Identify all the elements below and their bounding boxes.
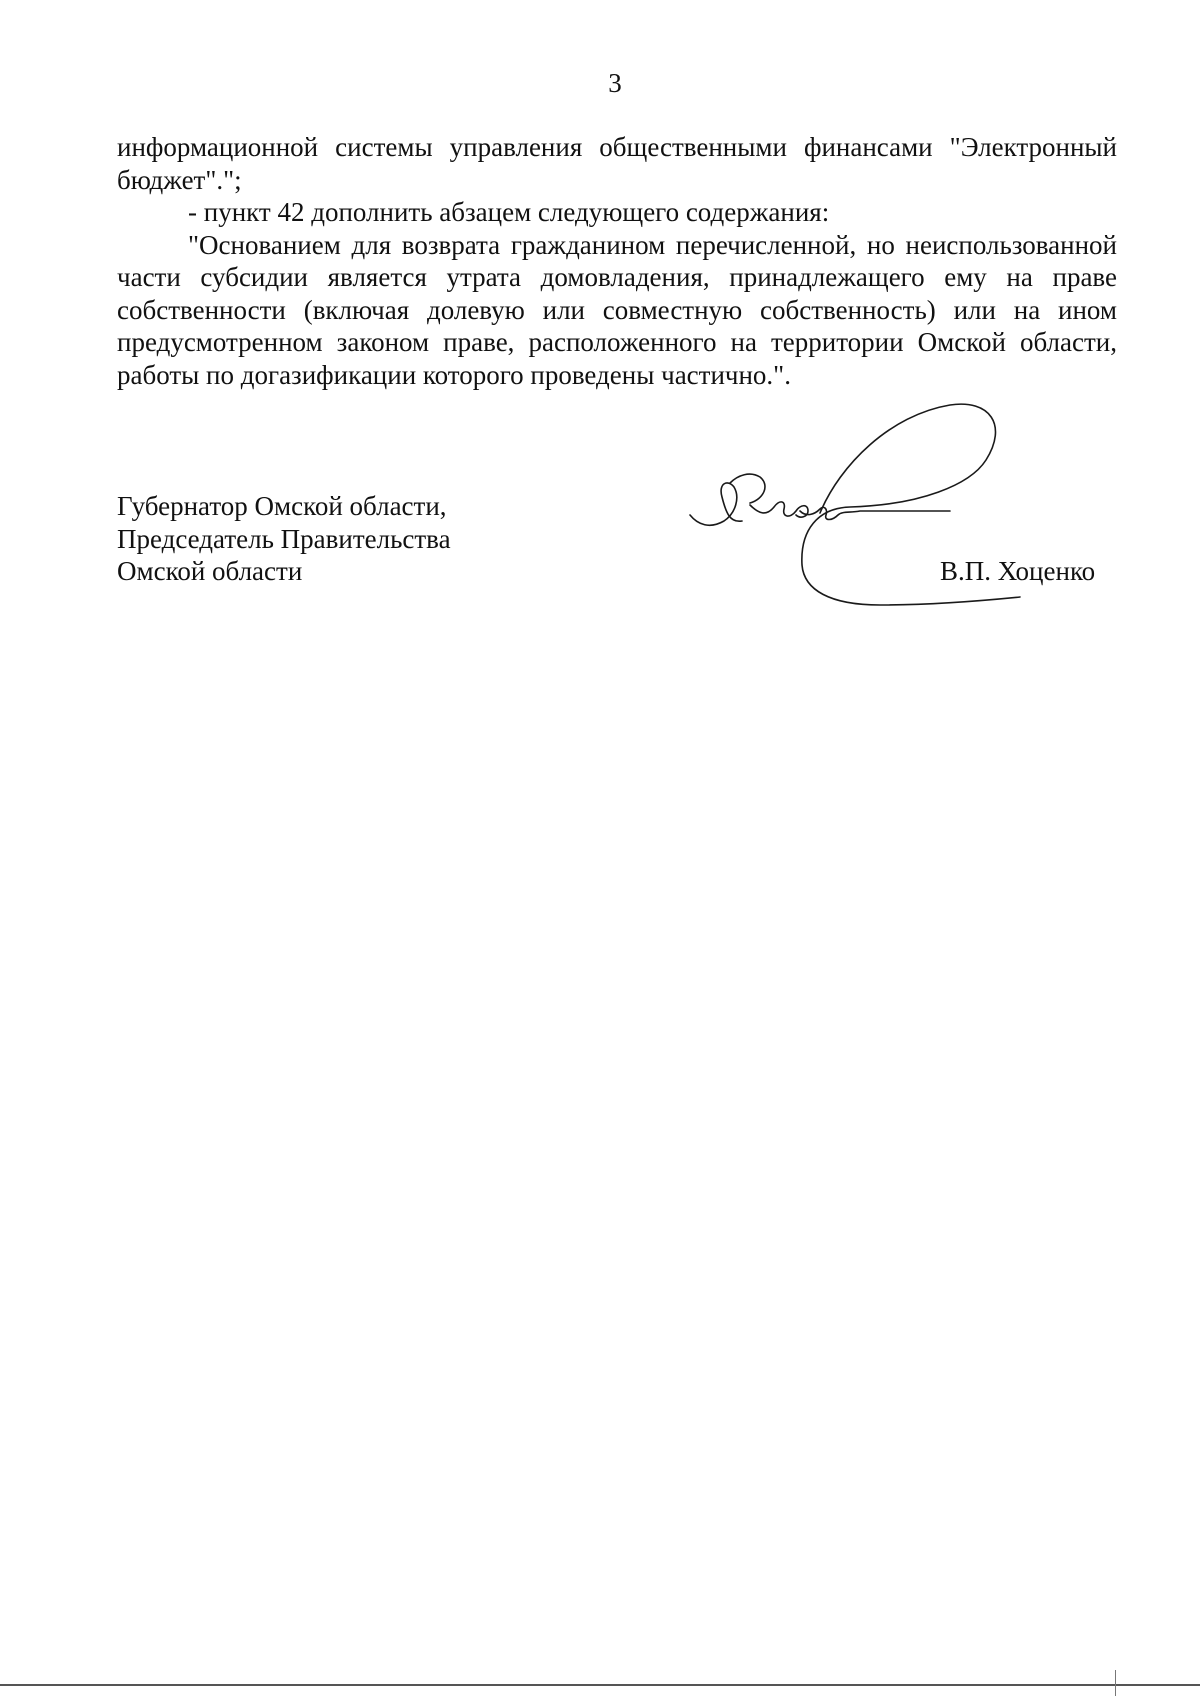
signatory-position-line-1: Губернатор Омской области,	[117, 491, 447, 521]
bottom-scan-tick	[1115, 1670, 1116, 1696]
signatory-position-line-3: Омской области	[117, 556, 303, 586]
paragraph-amendment-instruction: - пункт 42 дополнить абзацем следующего содержания:	[188, 197, 830, 227]
handwritten-signature	[690, 405, 1090, 645]
signatory-position	[117, 490, 451, 588]
document-body	[117, 131, 1117, 391]
paragraph-amendment-text: "Основанием для возврата гражданином перечисленной, но неиспользованной части субсидии является утрата домовладения, принадлежащего ему на праве собственности (включая долевую или совместную собственность) или на ином предусмотренном законом праве, расположенного на территории Омской области, работы по догазификации которого проведены частично.".	[117, 229, 1117, 390]
bottom-scan-rule	[0, 1684, 1200, 1686]
signatory-name: В.П. Хоценко	[940, 556, 1096, 586]
page-number: 3	[608, 68, 622, 98]
paragraph-continuation: информационной системы управления общественными финансами "Электронный бюджет".";	[117, 132, 1117, 195]
signatory-position-line-2: Председатель Правительства	[117, 523, 451, 554]
